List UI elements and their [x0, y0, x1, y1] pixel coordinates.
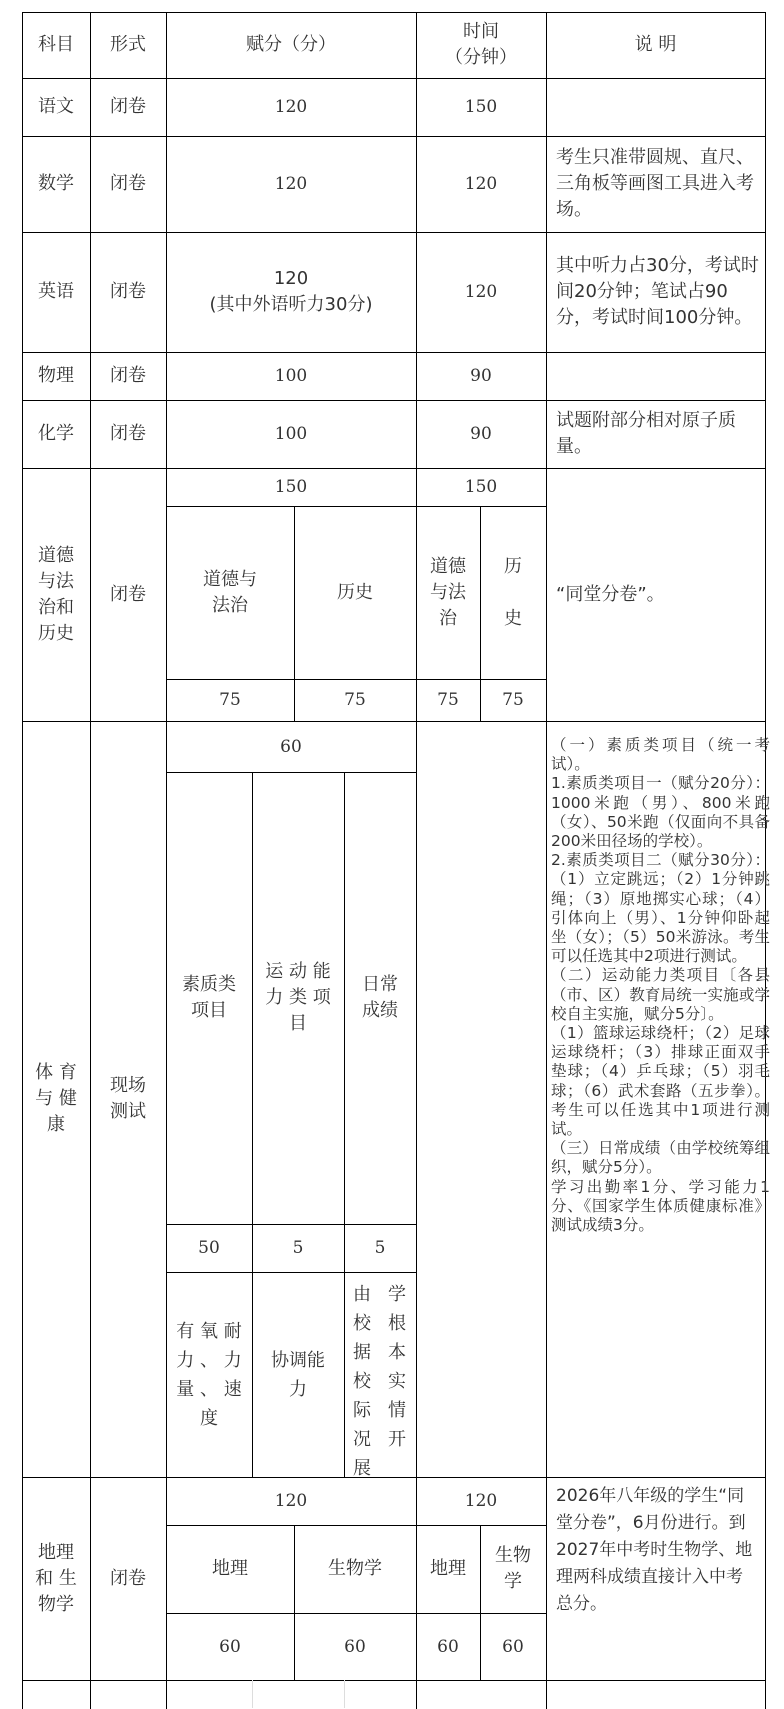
header-subject: 科目: [38, 34, 74, 55]
pe-daily-label: 日常 成绩: [362, 974, 398, 1021]
time-bio: 60: [502, 1636, 524, 1657]
score-ethics: 75: [219, 690, 241, 710]
pe-note-4: （二）运动能力类项目〔各县（市、区）教育局统一实施或学校自主实施，赋分5分〕。: [551, 966, 770, 1023]
chinese-score: 120: [274, 97, 308, 117]
physics-note: [546, 352, 765, 400]
chemistry-time: 90: [470, 424, 492, 444]
english-score: 120 (其中外语听力30分): [209, 268, 373, 315]
grid-line-faint: [252, 1680, 253, 1708]
chemistry-note: 试题附部分相对原子质量。: [556, 410, 736, 457]
header-format: 形式: [110, 34, 146, 55]
physics-score: 100: [274, 366, 308, 386]
score-geo-label: 地理: [212, 1558, 248, 1579]
english-subject: 英语: [38, 281, 74, 302]
pe-sport-desc: 协调能 力: [271, 1349, 325, 1400]
geo-bio-time-total: 120: [464, 1491, 498, 1511]
ethics-history-format: 闭卷: [110, 583, 146, 605]
score-history-label: 历史: [337, 581, 373, 603]
chemistry-format: 闭卷: [110, 423, 146, 444]
pe-daily-desc-col1: 由 校 据 校 际 况 展: [353, 1284, 371, 1479]
chinese-format: 闭卷: [110, 96, 146, 117]
pe-sport-score: 5: [292, 1238, 304, 1258]
pe-notes: [551, 736, 770, 1235]
score-bio: 60: [344, 1636, 366, 1657]
time-ethics-label: 道德 与法 治: [430, 555, 466, 629]
pe-note-1: （一）素质类项目（统一考试）。: [551, 736, 770, 774]
time-ethics: 75: [437, 690, 459, 710]
score-geo: 60: [219, 1636, 241, 1657]
time-history: 75: [502, 690, 524, 710]
physics-time: 90: [470, 366, 492, 386]
geo-bio-subject: 地理 和 生 物学: [35, 1541, 77, 1615]
pe-note-3: 2.素质类项目二（赋分30分）：（1）立定跳远；（2）1分钟跳绳；（3）原地掷实心球；（4）引体向上（男）、1分钟仰卧起坐（女）；（5）50米游泳。考生可以任选其中2项进行测试。: [551, 851, 770, 966]
pe-note-5: （1）篮球运球绕杆；（2）足球运球绕杆；（3）排球正面双手垫球；（4）乒乓球；（5）羽毛球；（6）武术套路（五步拳）。考生可以任选其中1项进行测试。: [551, 1024, 770, 1139]
ethics-history-time-total: 150: [464, 477, 498, 497]
ethics-history-subject: 道德 与法 治和 历史: [38, 544, 74, 644]
physics-subject: 物理: [38, 365, 74, 386]
english-format: 闭卷: [110, 281, 146, 302]
pe-note-7: 学习出勤率1分、学习能力1分、《国家学生体质健康标准》测试成绩3分。: [551, 1177, 770, 1235]
math-score: 120: [274, 174, 308, 194]
pe-fitness-label: 素质类 项目: [182, 974, 236, 1021]
pe-daily-score: 5: [374, 1238, 386, 1258]
score-history: 75: [344, 690, 366, 710]
time-bio-label: 生物 学: [495, 1545, 531, 1592]
header-note: 说 明: [634, 34, 677, 55]
time-geo-label: 地理: [430, 1558, 466, 1579]
pe-note-6: （三）日常成绩（由学校统筹组织，赋分5分）。: [551, 1139, 770, 1177]
chinese-time: 150: [464, 97, 498, 117]
score-bio-label: 生物学: [328, 1558, 382, 1579]
pe-score-total: 60: [280, 736, 302, 757]
header-time: 时间 （分钟）: [445, 21, 517, 68]
english-time: 120: [464, 282, 498, 302]
chemistry-subject: 化学: [38, 423, 74, 444]
ethics-history-note: “同堂分卷”。: [556, 583, 665, 605]
pe-note-2: 1.素质类项目一（赋分20分）：1000米跑（男）、800米跑（女）、50米跑（仅面向不具备200米田径场的学校）。: [551, 774, 770, 851]
grid-line-faint: [344, 1680, 345, 1708]
pe-format: 现场 测试: [110, 1075, 146, 1122]
header-score: 赋分（分）: [246, 34, 336, 55]
time-geo: 60: [437, 1636, 459, 1657]
chinese-note: [546, 78, 765, 136]
english-note: 其中听力占30分，考试时间20分钟；笔试占90分，考试时间100分钟。: [556, 255, 759, 328]
score-ethics-label: 道德与 法治: [203, 568, 257, 616]
pe-fitness-desc: 有 氧 耐 力 、 力 量 、 速 度: [176, 1320, 242, 1429]
time-history-label: 历 史: [504, 555, 522, 629]
pe-daily-desc-col2: 学 根 本 实 情 开: [388, 1284, 406, 1450]
math-subject: 数学: [38, 173, 74, 194]
chinese-subject: 语文: [38, 96, 74, 117]
grid-line: [22, 1680, 766, 1681]
pe-fitness-score: 50: [198, 1238, 220, 1258]
math-note: 考生只准带圆规、直尺、三角板等画图工具进入考场。: [556, 147, 754, 220]
math-time: 120: [464, 174, 498, 194]
physics-format: 闭卷: [110, 365, 146, 386]
geo-bio-score-total: 120: [274, 1491, 308, 1511]
pe-sport-label: 运 动 能 力 类 项 目: [265, 961, 331, 1034]
geo-bio-note: 2026年八年级的学生“同堂分卷”，6月份进行。到2027年中考时生物学、地理两科成绩直接计入中考总分。: [556, 1486, 753, 1614]
pe-subject: 体 育 与 健 康: [35, 1062, 77, 1135]
chemistry-score: 100: [274, 424, 308, 444]
geo-bio-format: 闭卷: [110, 1567, 146, 1589]
math-format: 闭卷: [110, 173, 146, 194]
ethics-history-score-total: 150: [274, 477, 308, 497]
